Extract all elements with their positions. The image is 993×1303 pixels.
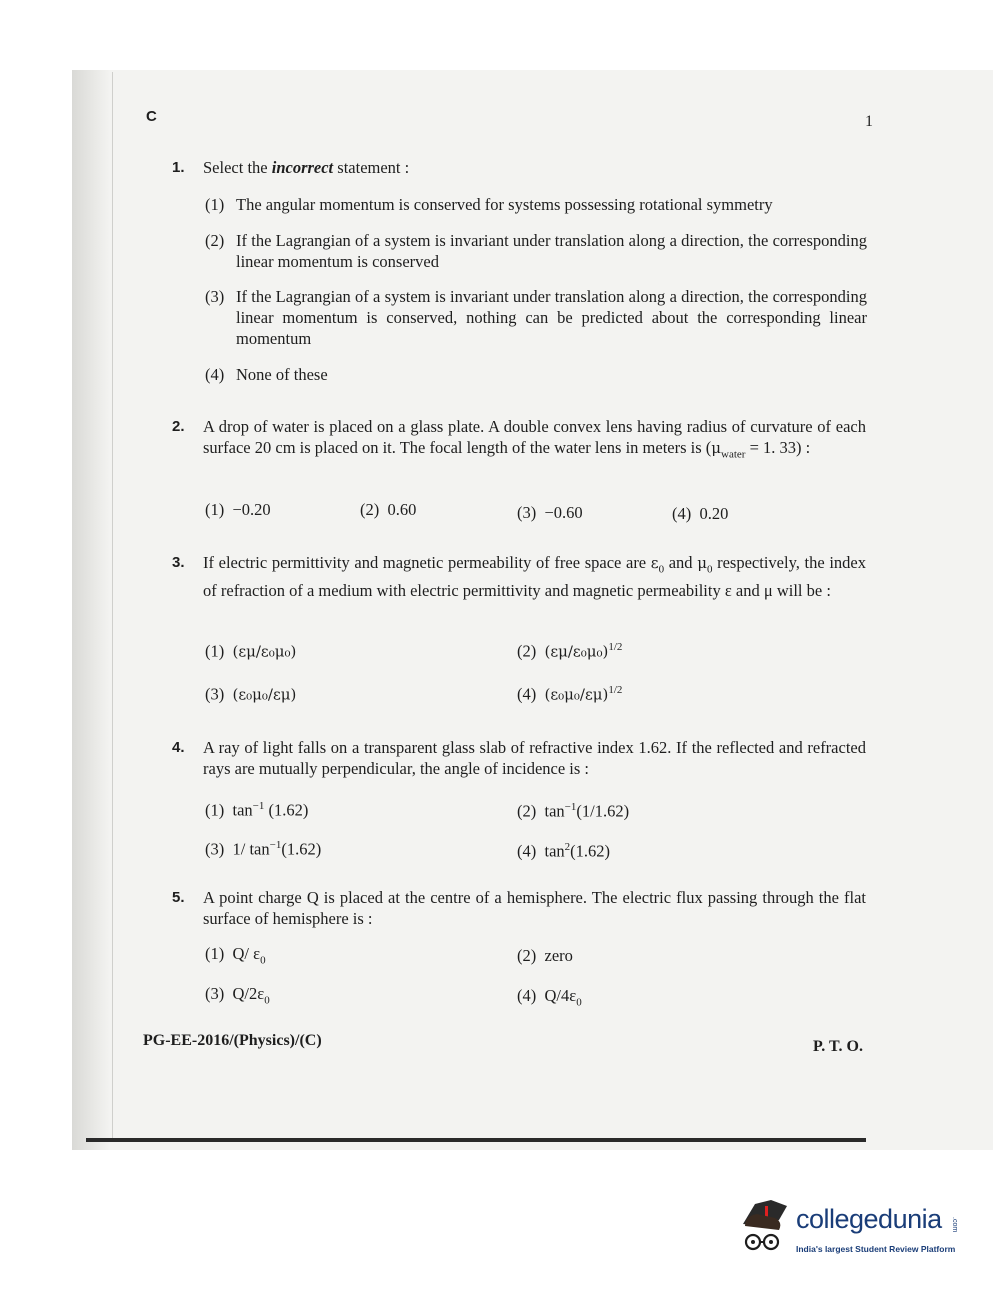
question-text: A ray of light falls on a transparent glass slab of refractive index 1.62. If the reflected and refracted rays are mutually perpendicular, the angle of incidence is :: [203, 738, 866, 778]
question-text: Select the incorrect statement :: [203, 158, 410, 177]
question-2: [172, 416, 866, 465]
option: (3) If the Lagrangian of a system is invariant under translation along a direction, the corresponding linear momentum is conserved, nothing can be predicted about the corresponding linear momentum: [205, 287, 867, 348]
option: (2) If the Lagrangian of a system is invariant under translation along a direction, the corresponding linear momentum is conserved: [205, 231, 867, 271]
question-number: 1.: [172, 159, 185, 176]
question-text: A point charge Q is placed at the centre of a hemisphere. The electric flux passing through the flat surface of hemisphere is :: [203, 888, 866, 928]
option: (3) −0.60: [517, 503, 583, 522]
question-number: 4.: [172, 739, 185, 756]
option: (3) $Q/2\varepsilon_0$: [205, 984, 270, 1007]
please-turn-over: P. T. O.: [813, 1038, 863, 1055]
option: (2) 0.60: [360, 500, 417, 519]
question-number: 3.: [172, 554, 185, 571]
option: (1) $\tan^{-1} (1.62)$: [205, 800, 309, 820]
question-4: [172, 737, 866, 779]
option: (3) 1/ $\tan^{-1}(1.62)$: [205, 839, 322, 859]
option: (4) $\tan^2(1.62)$: [517, 841, 611, 861]
option: (4) None of these: [205, 365, 328, 384]
scan-margin-line: [112, 72, 113, 1142]
option: (3) (ε₀μ₀/εμ): [205, 684, 297, 704]
option: (4) $Q/4\varepsilon_0$: [517, 986, 582, 1009]
question-text: If electric permittivity and magnetic permeability of free space are $\varepsilon_0$ and $\mu_0$ respectively, the index of refraction of a medium with electric permittivity and magnetic permeability ε and μ will be :: [203, 553, 866, 601]
option: (2) $\tan^{-1}(1/1.62)$: [517, 801, 630, 821]
question-number: 2.: [172, 418, 185, 435]
option: (1) Q/ $\varepsilon_0$: [205, 944, 266, 967]
option: (4) $(\varepsilon_0\mu_0/\varepsilon\mu)^{1/2}$: [517, 684, 623, 704]
option: (1) The angular momentum is conserved for systems possessing rotational symmetry: [205, 195, 773, 214]
scan-binding-edge: [72, 70, 110, 1150]
option: (1) −0.20: [205, 500, 271, 519]
question-3: [172, 552, 866, 601]
option: (2) zero: [517, 946, 573, 965]
paper-code: PG-EE-2016/(Physics)/(C): [143, 1032, 322, 1049]
brand-tagline: India's largest Student Review Platform: [796, 1244, 956, 1254]
scan-bottom-edge: [86, 1138, 866, 1142]
question-5: [172, 887, 866, 929]
series-code: C: [146, 108, 157, 125]
option: (1) (εμ/ε₀μ₀): [205, 641, 297, 661]
question-text: A drop of water is placed on a glass plate. A double convex lens having radius of curvature of each surface 20 cm is placed on it. The focal length of the water lens in meters is ($\mu_{water} = 1$. 33) :: [203, 417, 866, 461]
brand-name: collegedunia: [796, 1204, 942, 1234]
brand-dotcom: .com: [951, 1217, 958, 1233]
page-number: 1: [865, 113, 873, 130]
option: (4) 0.20: [672, 504, 729, 523]
question-1: [172, 157, 866, 178]
option: (2) $(\varepsilon\mu/\varepsilon_0\mu_0)^{1/2}$: [517, 641, 623, 661]
question-number: 5.: [172, 889, 185, 906]
